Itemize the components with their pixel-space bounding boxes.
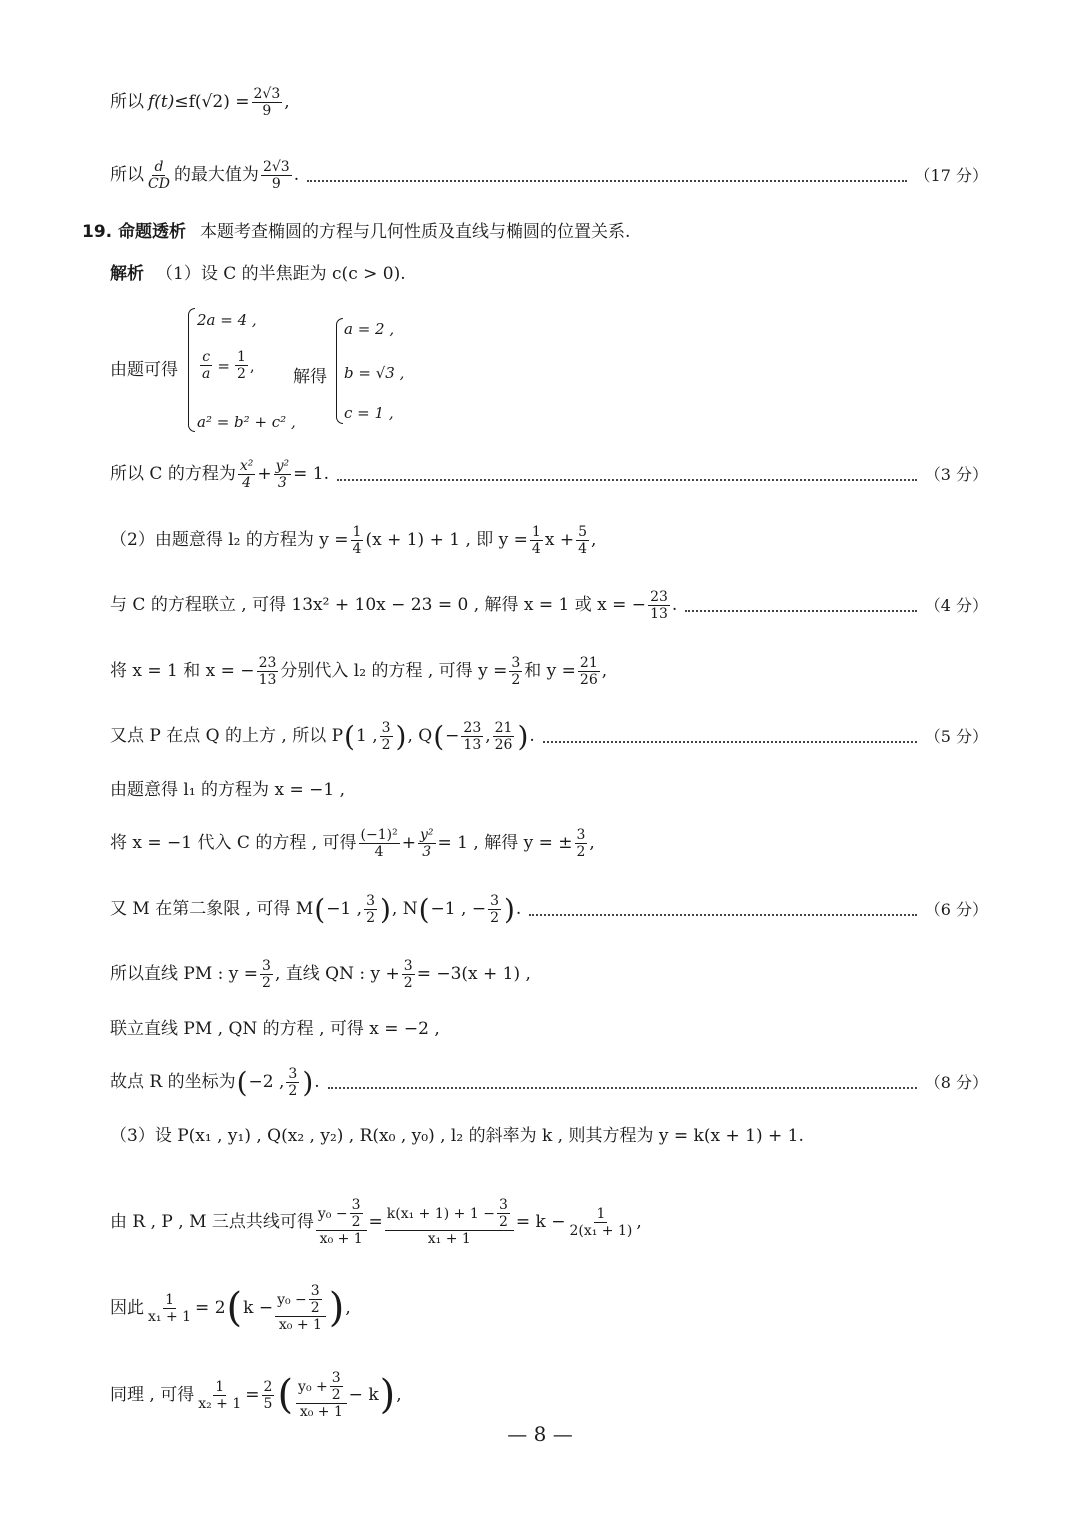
- leader-dots: [685, 610, 916, 612]
- system-row-1: 2a = 4 ,: [197, 311, 257, 329]
- line-similarly: 同理 , 可得 $\frac{1}{\text{x₂ + 1}}$ = $\frac{2}{5}$ ( y₀ + $\frac{3}{2}$ x₀ + 1 − k ) ,: [110, 1370, 402, 1421]
- text: （1）设 C 的半焦距为 c(c > 0).: [156, 264, 406, 284]
- score-label: （6 分）: [924, 899, 988, 919]
- brace-left: [188, 308, 195, 432]
- page-number: — 8 —: [507, 1422, 573, 1446]
- leader-dots: [307, 180, 906, 182]
- question-label: 19. 命题透析: [82, 222, 187, 242]
- system-row-3: a² = b² + c² ,: [197, 413, 296, 431]
- line-PM-QN: 所以直线 PM : y = $\frac{3}{2}$ , 直线 QN : y + $\frac{3}{2}$ = −3(x + 1) ,: [110, 958, 531, 992]
- line-intersection: 与 C 的方程联立 , 可得 13x² + 10x − 23 = 0 , 解得 x = 1 或 x = − $\frac{23}{13}$ . （4 分）: [110, 589, 988, 623]
- fraction: d CD: [148, 159, 170, 193]
- line-substitute-x: 将 x = −1 代入 C 的方程 , 可得 (−1)² 4 + $\frac{\text{y²}}{3}$ = 1 , 解得 y = ± $\frac{3}{2}$ ,: [110, 827, 595, 861]
- solution-row-1: a = 2 ,: [344, 320, 395, 338]
- line-1: [110, 86, 290, 119]
- score-label: （5 分）: [924, 726, 988, 746]
- question-19-header: [82, 224, 630, 241]
- leader-dots: [328, 1087, 917, 1089]
- line-l1-equation: 由题意得 l₁ 的方程为 x = −1 ,: [110, 780, 345, 800]
- text: 的最大值为: [173, 165, 259, 186]
- system-prefix: 由题可得: [110, 360, 178, 380]
- score-label: （3 分）: [924, 464, 988, 484]
- line-point-R: 故点 R 的坐标为 ( −2 , 3 2 ) . （8 分）: [110, 1065, 988, 1100]
- line-points-MN: 又 M 在第二象限 , 可得 M ( −1 , 3 2 ) , N ( −1 , − $\frac{3}{2}$ ) . （6 分）: [110, 892, 988, 927]
- score-label: （8 分）: [924, 1072, 988, 1092]
- system-row-2: $\frac{c}{a}$ = $\frac{1}{2}$ ,: [202, 349, 255, 383]
- text: 所以: [110, 165, 144, 186]
- line-therefore: 因此 $\frac{1}{\text{x₁ + 1}}$ = 2 ( k − y₀ − $\frac{3}{2}$ x₀ + 1 ) ,: [110, 1283, 351, 1334]
- line-ellipse-equation: 所以 C 的方程为 x² 4 + $\frac{\text{y²}}{3}$ = 1. （3 分）: [110, 458, 988, 492]
- line-substitution: 将 x = 1 和 x = − $\frac{23}{13}$ 分别代入 l₂ 的方程 , 可得 y = $\frac{3}{2}$ 和 y = $\frac{21}{26}$ ,: [110, 655, 608, 689]
- line-part-3: （3）设 P(x₁ , y₁) , Q(x₂ , y₂) , R(x₀ , y₀) , l₂ 的斜率为 k , 则其方程为 y = k(x + 1) + 1.: [110, 1126, 804, 1146]
- line-2: [110, 159, 988, 192]
- analysis-line: [110, 266, 406, 283]
- fraction: 2√3 9: [262, 159, 290, 193]
- text: .: [293, 165, 300, 186]
- text: 本题考查椭圆的方程与几何性质及直线与椭圆的位置关系.: [200, 222, 631, 242]
- score-label: （17 分）: [914, 165, 988, 185]
- solve-label: 解得: [293, 367, 327, 387]
- solution-row-2: b = √3 ,: [344, 364, 405, 382]
- fraction: $\frac{2√3}{9}$: [253, 86, 281, 120]
- text: f(t): [148, 92, 175, 113]
- text: ≤f(√2) =: [174, 92, 250, 113]
- leader-dots: [337, 479, 917, 481]
- line-points-PQ: 又点 P 在点 Q 的上方 , 所以 P ( 1 , 3 2 ) , Q ( − $\frac{23}{13}$ , 21 26 ) . （5 分）: [110, 719, 988, 754]
- text: 所以: [110, 92, 144, 113]
- text: ,: [284, 92, 290, 113]
- line-collinear: 由 R , P , M 三点共线可得 y₀ − $\frac{3}{2}$ x₀ + 1 = k(x₁ + 1) + 1 − $\frac{3}{2}$ x₁ + 1 = k − $\frac{1}{\text{2(x₁ + 1)}}$ ,: [110, 1197, 642, 1248]
- solution-row-3: c = 1 ,: [344, 404, 394, 422]
- line-l2-equation: （2）由题意得 l₂ 的方程为 y = $\frac{1}{4}$ (x + 1) + 1 , 即 y = $\frac{1}{4}$ x + $\frac{5}{4}$ ,: [110, 524, 597, 558]
- score-label: （4 分）: [924, 595, 988, 615]
- line-solve-x: 联立直线 PM , QN 的方程 , 可得 x = −2 ,: [110, 1019, 440, 1039]
- leader-dots: [529, 914, 916, 916]
- analysis-label: 解析: [110, 264, 144, 284]
- brace-right: [336, 318, 343, 424]
- leader-dots: [543, 741, 917, 743]
